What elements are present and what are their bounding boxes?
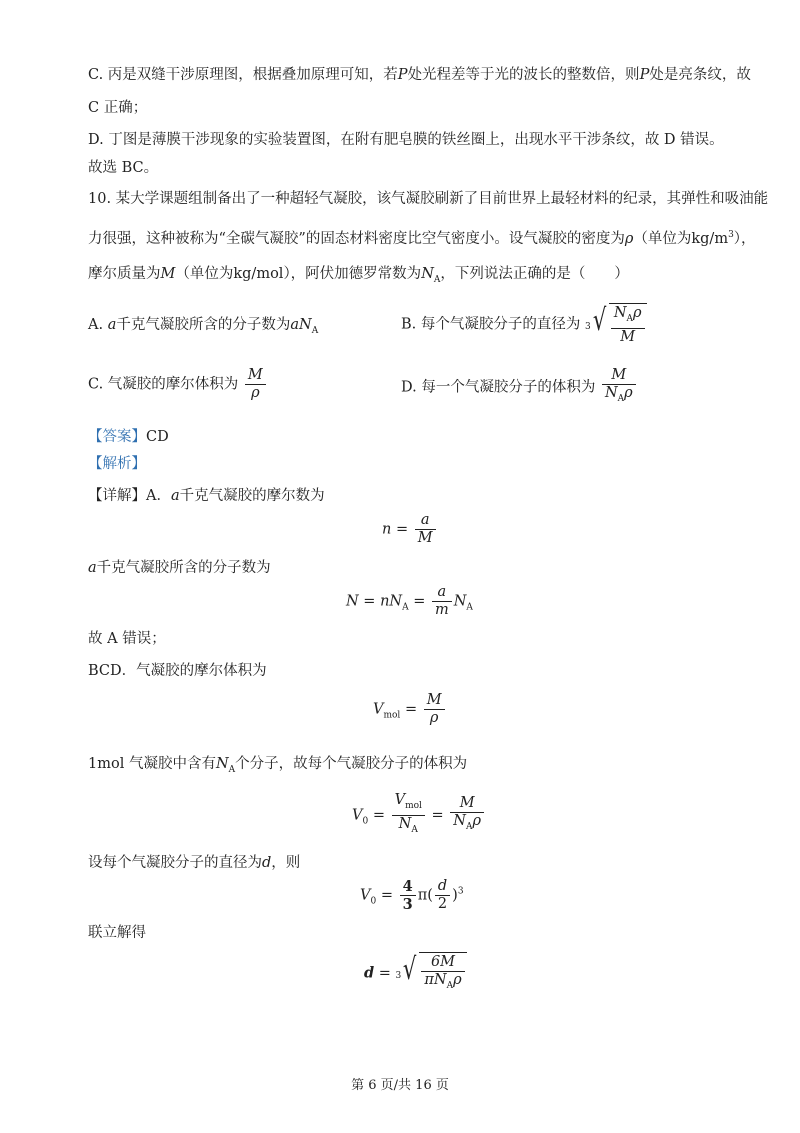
- text: ），: [733, 230, 756, 247]
- var-rho: ρ: [453, 972, 462, 988]
- subscript: A: [228, 764, 236, 775]
- radical-sign: √: [592, 303, 606, 338]
- denominator: [421, 972, 464, 995]
- text: C. 丙是双缝干涉原理图，根据叠加原理可知，若: [88, 67, 398, 83]
- var-d: d: [262, 855, 272, 871]
- text: 摩尔质量为: [88, 266, 161, 282]
- equation-6: [364, 952, 467, 995]
- option-label: A.: [88, 317, 104, 333]
- var-a: a: [107, 317, 117, 333]
- subscript: mol: [383, 710, 401, 721]
- text: 气凝胶的摩尔体积为: [107, 376, 239, 393]
- root-index: 3: [584, 322, 591, 333]
- option-c-explanation-line2: C 正确；: [88, 100, 148, 116]
- var-rho: ρ: [633, 305, 642, 321]
- numerator: 6M: [421, 954, 464, 972]
- pi-n: πN: [424, 972, 447, 988]
- option-label: B.: [401, 316, 417, 333]
- var-rho: ρ: [624, 385, 633, 401]
- var-p: P: [397, 67, 408, 83]
- denominator: ρ: [429, 710, 439, 726]
- numerator: M: [245, 367, 266, 385]
- answer-line: [88, 426, 169, 448]
- root-index: 3: [395, 971, 402, 982]
- cube-root: [585, 303, 647, 346]
- option-c-explanation-line1: [88, 64, 751, 86]
- text: 1mol 气凝胶中含有: [88, 756, 216, 772]
- fraction: [415, 512, 436, 547]
- fraction: [392, 792, 425, 839]
- var-m: M: [160, 266, 176, 282]
- a-wrong: 故 A 错误；: [88, 631, 166, 647]
- var-n: N: [613, 305, 627, 321]
- radical-sign: √: [403, 952, 417, 987]
- var-n: N: [604, 385, 618, 401]
- numerator: a: [432, 584, 452, 602]
- denominator: [392, 816, 425, 839]
- var-v: V: [352, 807, 363, 824]
- subscript: mol: [405, 800, 422, 811]
- text: ，则: [271, 855, 301, 871]
- text: 个分子，故每个气凝胶分子的体积为: [235, 756, 468, 772]
- denominator: [602, 385, 636, 408]
- text: ），阿伏加德罗常数为: [283, 266, 422, 282]
- var-v: V: [373, 701, 384, 718]
- var-n: N: [346, 593, 359, 610]
- equals: =: [380, 887, 393, 904]
- diameter-text: [88, 852, 300, 874]
- radicand: [609, 303, 647, 346]
- text: 千克气凝胶的摩尔数为: [179, 488, 325, 504]
- radicand: [419, 952, 466, 995]
- option-c: [88, 367, 268, 402]
- var-p: P: [639, 67, 650, 83]
- text: 千克气凝胶所含的分子数为: [116, 317, 291, 333]
- equals: =: [395, 521, 409, 538]
- text: ，下列说法正确的是（ ）: [440, 266, 629, 282]
- var-a: a: [170, 488, 180, 504]
- denominator: ρ: [251, 385, 260, 401]
- var-nn: nN: [380, 593, 403, 610]
- numerator: 4: [400, 878, 416, 896]
- unit-exponent: 3: [728, 230, 734, 240]
- numerator: d: [435, 878, 450, 896]
- subscript: A: [411, 824, 418, 835]
- bcd-molar-volume-text: BCD．气凝胶的摩尔体积为: [88, 663, 267, 679]
- numerator: M: [450, 795, 484, 813]
- option-d: [401, 367, 638, 408]
- equals: =: [413, 593, 426, 610]
- text: 每一个气凝胶分子的体积为: [421, 379, 596, 396]
- denominator: m: [434, 602, 449, 618]
- fraction: [611, 305, 645, 346]
- denominator: 2: [437, 896, 448, 912]
- subscript: A: [466, 602, 473, 613]
- equals: =: [404, 701, 418, 718]
- equals: =: [372, 807, 385, 824]
- subscript: A: [311, 325, 319, 336]
- option-d-explanation: D. 丁图是薄膜干涉现象的实验装置图，在附有肥皂膜的铁丝圈上，出现水平干涉条纹，故 D 错误。: [88, 132, 724, 148]
- pi-open: π(: [417, 887, 433, 904]
- answer-value: CD: [146, 429, 169, 445]
- var-rho: ρ: [624, 230, 634, 247]
- var-n: N: [398, 815, 412, 832]
- detail-tag: 【详解】: [88, 488, 146, 504]
- equals: =: [363, 593, 376, 610]
- option-b: [401, 303, 647, 346]
- fraction: [400, 878, 416, 913]
- var-n: n: [382, 521, 392, 538]
- fraction: [421, 954, 464, 995]
- text: （单位为: [633, 230, 692, 247]
- option-a: [88, 314, 318, 342]
- var-v: V: [394, 792, 406, 808]
- equation-3: [373, 692, 447, 727]
- question-10-line2: [88, 224, 756, 250]
- var-a: a: [88, 560, 97, 576]
- numerator: [392, 792, 425, 816]
- fraction: [432, 584, 452, 619]
- var-d: d: [364, 964, 375, 982]
- var-n: N: [453, 812, 466, 829]
- numerator: M: [602, 367, 636, 385]
- denominator: [450, 813, 484, 836]
- unit: kg/m: [691, 230, 729, 247]
- subscript: A: [446, 980, 454, 991]
- page-footer: 第 6 页/共 16 页: [351, 1078, 449, 1093]
- denominator: 3: [402, 896, 413, 913]
- fraction: [435, 878, 450, 913]
- var-n: N: [421, 266, 434, 282]
- numerator: a: [415, 512, 436, 530]
- denominator: M: [620, 328, 636, 345]
- answer-tag: 【答案】: [88, 429, 146, 445]
- text: A．: [146, 488, 171, 504]
- option-label: C.: [88, 376, 104, 393]
- choose-answer: 故选 BC。: [88, 160, 159, 176]
- equals: =: [378, 965, 391, 982]
- fraction: [602, 367, 636, 408]
- subscript: 0: [362, 816, 369, 827]
- text: （单位为: [175, 266, 234, 282]
- exponent: 3: [457, 886, 464, 897]
- text: 每个气凝胶分子的直径为: [420, 316, 581, 333]
- denominator: M: [417, 530, 433, 546]
- var-rho: ρ: [472, 812, 482, 829]
- equation-1: [382, 512, 438, 547]
- analysis-label: 【解析】: [88, 456, 146, 472]
- mol-molecule-text: [88, 753, 467, 781]
- detail-line: [88, 485, 325, 507]
- molecule-count-text: [88, 557, 271, 579]
- subscript: A: [626, 313, 634, 324]
- var-a: a: [290, 317, 300, 333]
- text: 力很强，这种被称为“全碳气凝胶”的固态材料密度比空气密度小。设气凝胶的密度为: [88, 230, 625, 247]
- cube-root: [396, 952, 467, 995]
- analysis-tag: [88, 453, 146, 475]
- var-n: N: [453, 593, 467, 610]
- question-10-line3: [88, 263, 629, 291]
- text: 千克气凝胶所含的分子数为: [96, 560, 271, 576]
- subscript: A: [402, 602, 409, 613]
- option-label: D.: [401, 379, 417, 396]
- numerator: M: [424, 692, 445, 710]
- fraction: [450, 795, 484, 836]
- equation-4: [352, 792, 486, 839]
- var-v: V: [360, 887, 371, 904]
- subscript: A: [465, 821, 473, 832]
- equation-2: [346, 584, 473, 619]
- text: 处是亮条纹，故: [649, 67, 751, 83]
- text: 处光程差等于光的波长的整数倍，则: [407, 67, 640, 83]
- subscript: 0: [370, 896, 377, 907]
- subscript: A: [433, 274, 441, 285]
- solve-text: 联立解得: [88, 925, 146, 941]
- equation-5: [360, 878, 464, 913]
- unit: kg/mol: [233, 266, 284, 282]
- paren-close: ): [452, 887, 458, 904]
- var-n: N: [299, 317, 312, 333]
- question-10-line1: 10. 某大学课题组制备出了一种超轻气凝胶，该气凝胶刷新了目前世界上最轻材料的纪录，其弹性和吸油能: [88, 191, 769, 207]
- numerator: [611, 305, 645, 329]
- fraction: [424, 692, 445, 727]
- equals: =: [431, 807, 444, 824]
- var-n: N: [215, 756, 229, 772]
- text: 设每个气凝胶分子的直径为: [88, 855, 262, 871]
- subscript: A: [617, 393, 625, 404]
- fraction: [245, 367, 266, 402]
